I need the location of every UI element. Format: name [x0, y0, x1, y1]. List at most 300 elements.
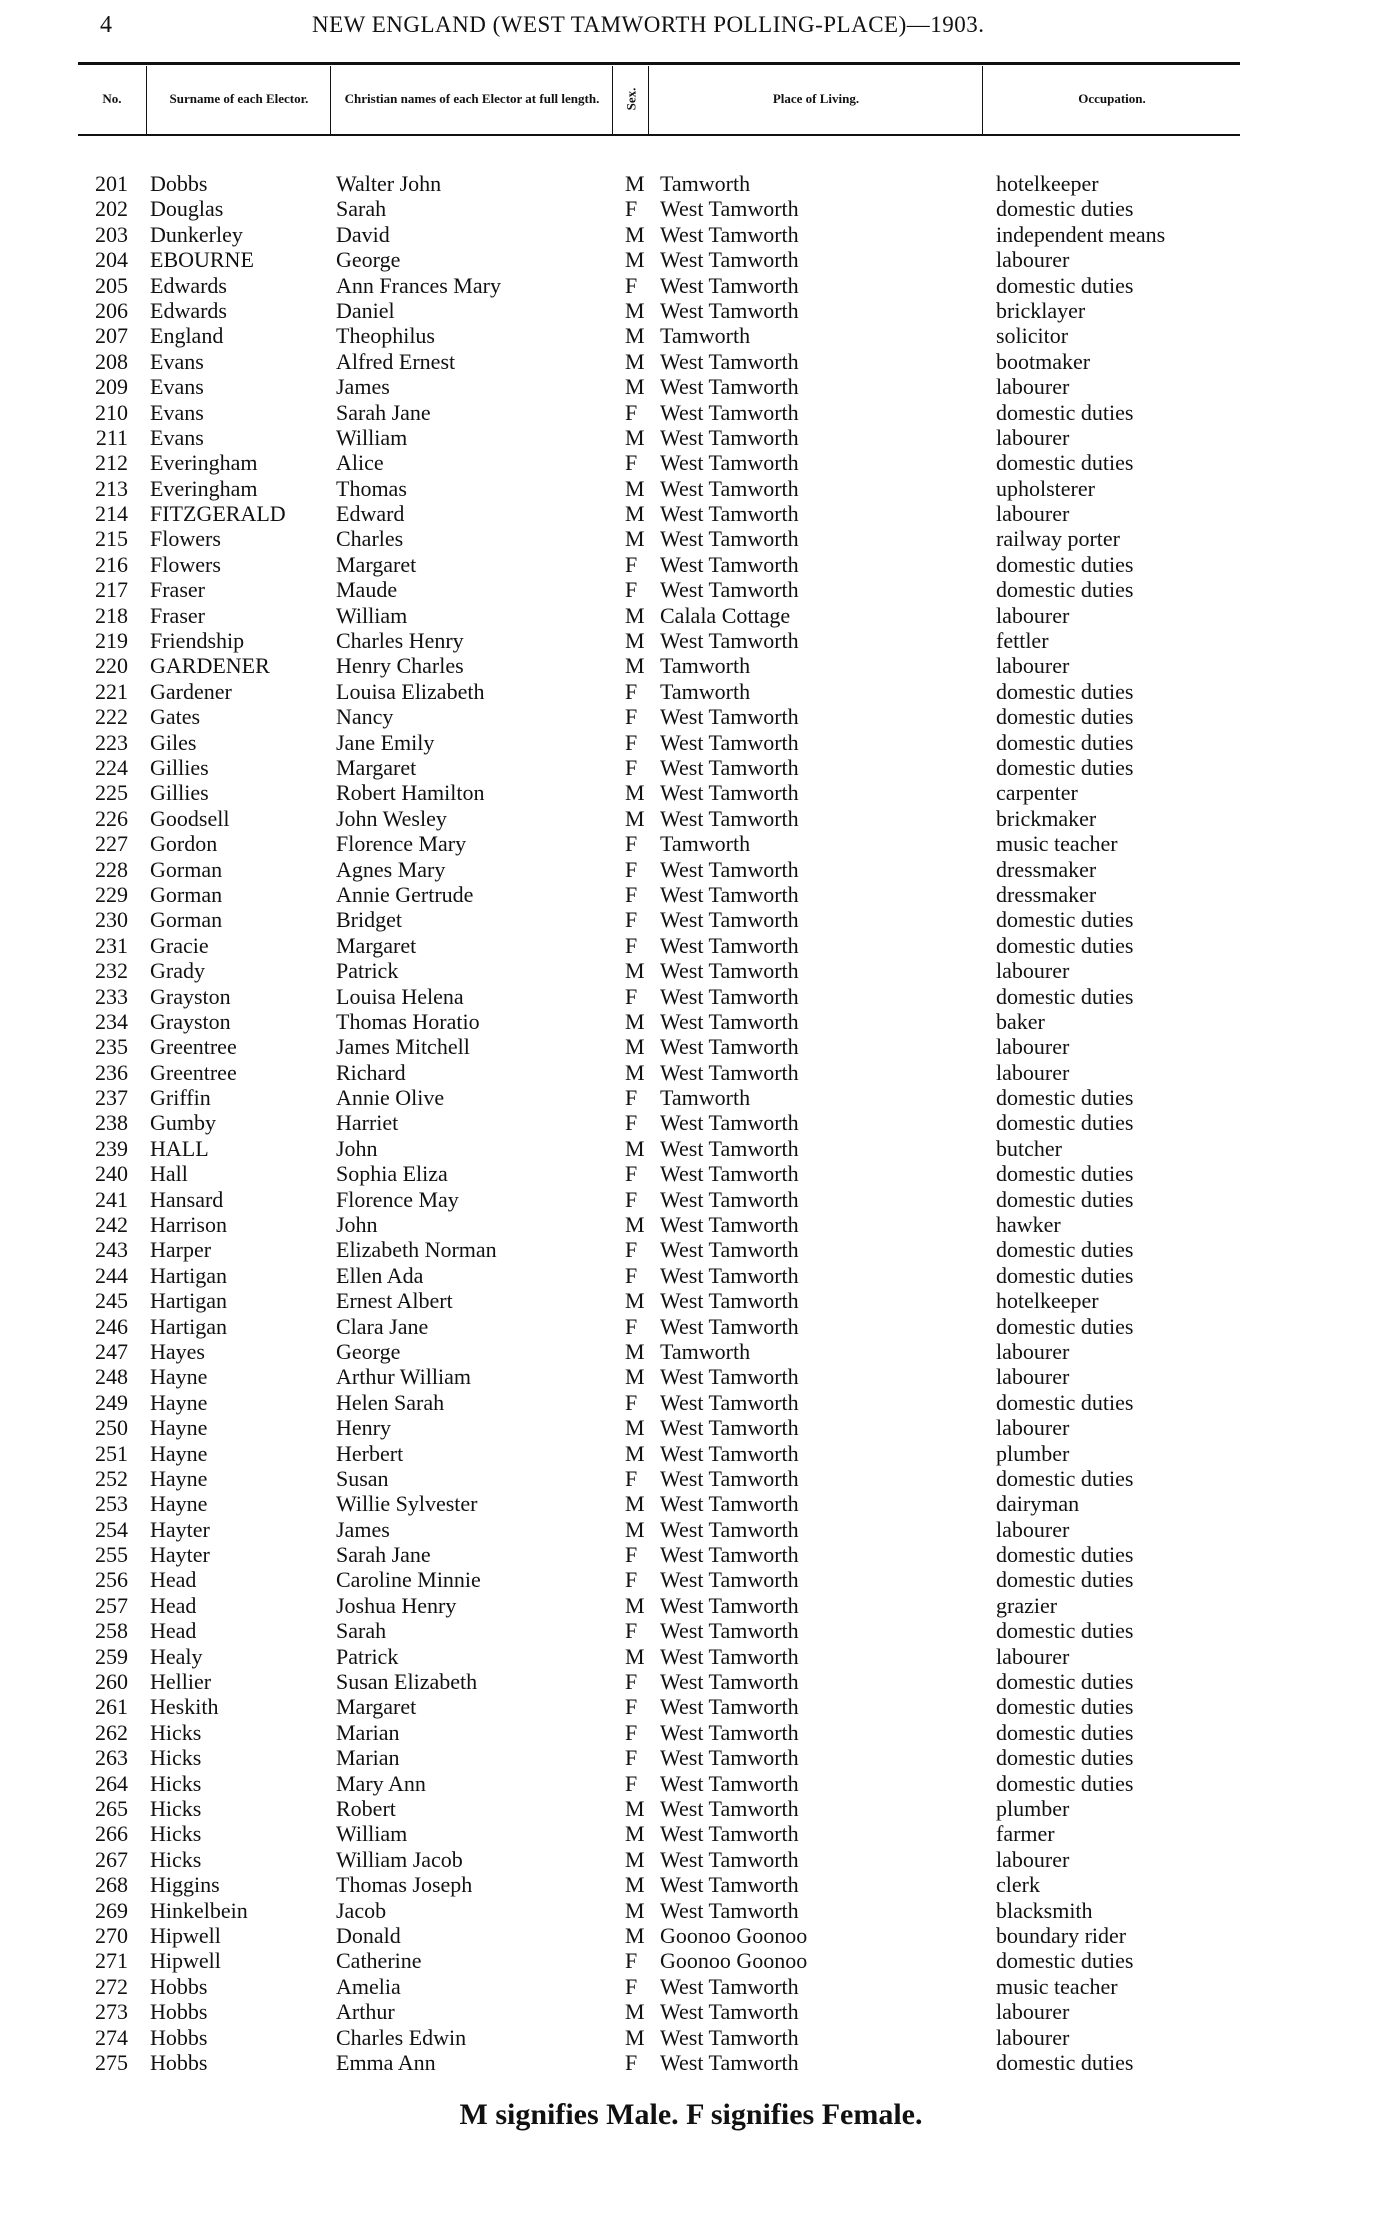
elector-occupation: domestic duties	[996, 399, 1134, 425]
elector-number: 261	[95, 1694, 128, 1720]
column-header-place: Place of Living.	[772, 91, 860, 106]
elector-occupation: music teacher	[996, 831, 1118, 857]
table-row	[0, 1821, 1382, 1846]
elector-sex: F	[625, 1389, 638, 1415]
elector-place-of-living: West Tamworth	[660, 1618, 799, 1644]
table-row	[0, 1720, 1382, 1745]
table-row	[0, 831, 1382, 856]
elector-christian-names: Maude	[336, 577, 398, 603]
elector-occupation: domestic duties	[996, 729, 1134, 755]
elector-sex: M	[625, 1415, 645, 1441]
elector-surname: Hayne	[150, 1465, 208, 1491]
elector-occupation: butcher	[996, 1135, 1062, 1161]
elector-surname: Hicks	[150, 1846, 202, 1872]
elector-occupation: carpenter	[996, 780, 1078, 806]
elector-occupation: domestic duties	[996, 1186, 1134, 1212]
page-number: 4	[100, 12, 113, 38]
table-row	[0, 1441, 1382, 1466]
elector-christian-names: Alfred Ernest	[336, 348, 456, 374]
table-row	[0, 628, 1382, 653]
elector-surname: Head	[150, 1618, 197, 1644]
elector-number: 275	[95, 2049, 128, 2075]
elector-surname: Grady	[150, 958, 205, 984]
elector-occupation: labourer	[996, 1415, 1070, 1441]
elector-surname: Hall	[150, 1161, 188, 1187]
table-row	[0, 653, 1382, 678]
elector-sex: F	[625, 1313, 638, 1339]
elector-sex: M	[625, 171, 645, 196]
elector-occupation: baker	[996, 1008, 1045, 1034]
elector-occupation: upholsterer	[996, 475, 1095, 501]
elector-occupation: labourer	[996, 247, 1070, 273]
elector-surname: Hicks	[150, 1719, 202, 1745]
elector-occupation: domestic duties	[996, 932, 1134, 958]
elector-number: 216	[95, 551, 128, 577]
table-row	[0, 780, 1382, 805]
elector-place-of-living: West Tamworth	[660, 856, 799, 882]
elector-number: 251	[95, 1440, 128, 1466]
elector-number: 213	[95, 475, 128, 501]
elector-surname: Hicks	[150, 1821, 202, 1847]
elector-occupation: dressmaker	[996, 856, 1097, 882]
elector-place-of-living: West Tamworth	[660, 1415, 799, 1441]
elector-number: 270	[95, 1922, 128, 1948]
elector-number: 232	[95, 958, 128, 984]
elector-occupation: domestic duties	[996, 1948, 1134, 1974]
elector-christian-names: James	[336, 374, 390, 400]
elector-place-of-living: West Tamworth	[660, 932, 799, 958]
table-row	[0, 806, 1382, 831]
elector-number: 264	[95, 1770, 128, 1796]
elector-place-of-living: West Tamworth	[660, 1643, 799, 1669]
elector-place-of-living: West Tamworth	[660, 729, 799, 755]
header-bottom-rule	[78, 134, 1240, 136]
elector-number: 263	[95, 1745, 128, 1771]
elector-place-of-living: Tamworth	[660, 323, 751, 349]
elector-number: 248	[95, 1364, 128, 1390]
elector-surname: Higgins	[150, 1872, 220, 1898]
elector-place-of-living: West Tamworth	[660, 1212, 799, 1238]
elector-occupation: domestic duties	[996, 1313, 1134, 1339]
elector-sex: M	[625, 424, 645, 450]
table-row	[0, 1517, 1382, 1542]
elector-christian-names: Charles	[336, 526, 404, 552]
table-row	[0, 933, 1382, 958]
table-row	[0, 679, 1382, 704]
elector-number: 240	[95, 1161, 128, 1187]
elector-place-of-living: West Tamworth	[660, 1465, 799, 1491]
elector-christian-names: Charles Henry	[336, 628, 464, 654]
elector-occupation: dressmaker	[996, 881, 1097, 907]
elector-surname: Flowers	[150, 551, 221, 577]
elector-number: 233	[95, 983, 128, 1009]
elector-surname: Hayter	[150, 1516, 210, 1542]
elector-place-of-living: West Tamworth	[660, 1770, 799, 1796]
table-row	[0, 1974, 1382, 1999]
elector-surname: Gumby	[150, 1110, 216, 1136]
elector-christian-names: Emma Ann	[336, 2049, 436, 2075]
elector-surname: Fraser	[150, 577, 205, 603]
elector-surname: Grayston	[150, 1008, 231, 1034]
elector-place-of-living: West Tamworth	[660, 1669, 799, 1695]
elector-sex: F	[625, 272, 638, 298]
elector-place-of-living: West Tamworth	[660, 221, 799, 247]
elector-place-of-living: West Tamworth	[660, 2024, 799, 2050]
elector-place-of-living: Tamworth	[660, 831, 751, 857]
elector-surname: Fraser	[150, 602, 205, 628]
table-row	[0, 1212, 1382, 1237]
elector-number: 201	[95, 171, 128, 196]
table-row	[0, 1796, 1382, 1821]
elector-number: 273	[95, 1999, 128, 2025]
elector-occupation: domestic duties	[996, 1262, 1134, 1288]
elector-christian-names: Ann Frances Mary	[336, 272, 501, 298]
elector-surname: EBOURNE	[150, 247, 254, 273]
table-row	[0, 1898, 1382, 1923]
elector-sex: M	[625, 1846, 645, 1872]
elector-occupation: domestic duties	[996, 577, 1134, 603]
elector-sex: M	[625, 526, 645, 552]
elector-sex: M	[625, 221, 645, 247]
elector-number: 260	[95, 1669, 128, 1695]
elector-sex: M	[625, 475, 645, 501]
table-row	[0, 755, 1382, 780]
elector-sex: F	[625, 881, 638, 907]
table-row	[0, 374, 1382, 399]
elector-christian-names: Nancy	[336, 704, 394, 730]
elector-number: 218	[95, 602, 128, 628]
elector-surname: Evans	[150, 399, 204, 425]
elector-sex: M	[625, 247, 645, 273]
elector-place-of-living: Tamworth	[660, 678, 751, 704]
table-row	[0, 1314, 1382, 1339]
elector-number: 266	[95, 1821, 128, 1847]
table-row	[0, 1110, 1382, 1135]
table-row	[0, 1644, 1382, 1669]
column-divider	[612, 66, 613, 134]
elector-place-of-living: West Tamworth	[660, 424, 799, 450]
elector-number: 245	[95, 1288, 128, 1314]
elector-occupation: bricklayer	[996, 297, 1086, 323]
elector-number: 243	[95, 1237, 128, 1263]
elector-place-of-living: West Tamworth	[660, 551, 799, 577]
elector-surname: Gorman	[150, 881, 223, 907]
elector-occupation: bootmaker	[996, 348, 1091, 374]
elector-christian-names: Helen Sarah	[336, 1389, 445, 1415]
elector-occupation: music teacher	[996, 1973, 1118, 1999]
elector-sex: M	[625, 628, 645, 654]
elector-christian-names: Sarah	[336, 1618, 387, 1644]
elector-christian-names: Henry	[336, 1415, 391, 1441]
elector-occupation: dairyman	[996, 1491, 1080, 1517]
elector-sex: M	[625, 1338, 645, 1364]
elector-christian-names: Margaret	[336, 1694, 417, 1720]
elector-surname: Hansard	[150, 1186, 224, 1212]
elector-surname: Hartigan	[150, 1288, 227, 1314]
elector-number: 257	[95, 1592, 128, 1618]
elector-christian-names: Jacob	[336, 1897, 387, 1923]
elector-christian-names: Richard	[336, 1059, 406, 1085]
elector-number: 227	[95, 831, 128, 857]
elector-surname: Douglas	[150, 196, 224, 222]
elector-surname: Harper	[150, 1237, 212, 1263]
elector-place-of-living: Tamworth	[660, 653, 751, 679]
elector-place-of-living: West Tamworth	[660, 1872, 799, 1898]
elector-sex: M	[625, 958, 645, 984]
elector-sex: F	[625, 831, 638, 857]
elector-christian-names: Bridget	[336, 907, 402, 933]
elector-place-of-living: West Tamworth	[660, 374, 799, 400]
elector-occupation: domestic duties	[996, 1161, 1134, 1187]
elector-christian-names: Susan	[336, 1465, 389, 1491]
elector-christian-names: Margaret	[336, 754, 417, 780]
elector-surname: Hayne	[150, 1364, 208, 1390]
header-top-rule	[78, 62, 1240, 65]
elector-place-of-living: West Tamworth	[660, 1186, 799, 1212]
elector-christian-names: Margaret	[336, 932, 417, 958]
elector-surname: Greentree	[150, 1034, 237, 1060]
elector-sex: M	[625, 501, 645, 527]
table-row	[0, 349, 1382, 374]
elector-christian-names: Thomas Joseph	[336, 1872, 473, 1898]
elector-sex: F	[625, 450, 638, 476]
elector-surname: Hobbs	[150, 1973, 208, 1999]
elector-christian-names: Arthur William	[336, 1364, 471, 1390]
elector-number: 234	[95, 1008, 128, 1034]
elector-surname: Gordon	[150, 831, 218, 857]
column-divider	[146, 66, 147, 134]
elector-occupation: domestic duties	[996, 1745, 1134, 1771]
table-row	[0, 1364, 1382, 1389]
elector-surname: Hipwell	[150, 1922, 221, 1948]
elector-occupation: domestic duties	[996, 678, 1134, 704]
elector-occupation: clerk	[996, 1872, 1040, 1898]
elector-occupation: domestic duties	[996, 1770, 1134, 1796]
elector-sex: F	[625, 729, 638, 755]
elector-sex: M	[625, 1059, 645, 1085]
elector-christian-names: Elizabeth Norman	[336, 1237, 497, 1263]
elector-christian-names: Florence Mary	[336, 831, 467, 857]
elector-number: 207	[95, 323, 128, 349]
elector-surname: Hayne	[150, 1491, 208, 1517]
table-row	[0, 1847, 1382, 1872]
elector-christian-names: Robert Hamilton	[336, 780, 485, 806]
elector-number: 206	[95, 297, 128, 323]
elector-christian-names: Amelia	[336, 1973, 401, 1999]
elector-number: 238	[95, 1110, 128, 1136]
elector-number: 226	[95, 805, 128, 831]
table-row	[0, 222, 1382, 247]
elector-occupation: hawker	[996, 1212, 1061, 1238]
elector-number: 256	[95, 1567, 128, 1593]
elector-occupation: grazier	[996, 1592, 1058, 1618]
elector-number: 258	[95, 1618, 128, 1644]
elector-christian-names: Marian	[336, 1745, 400, 1771]
table-row	[0, 1745, 1382, 1770]
elector-number: 228	[95, 856, 128, 882]
elector-place-of-living: West Tamworth	[660, 526, 799, 552]
table-row	[0, 1034, 1382, 1059]
elector-sex: M	[625, 1516, 645, 1542]
table-row	[0, 1187, 1382, 1212]
elector-surname: Evans	[150, 348, 204, 374]
elector-place-of-living: West Tamworth	[660, 1110, 799, 1136]
elector-place-of-living: West Tamworth	[660, 247, 799, 273]
elector-surname: Heskith	[150, 1694, 219, 1720]
elector-sex: M	[625, 374, 645, 400]
column-header-sex	[614, 66, 648, 132]
elector-place-of-living: West Tamworth	[660, 1516, 799, 1542]
elector-number: 244	[95, 1262, 128, 1288]
elector-surname: Everingham	[150, 475, 258, 501]
elector-place-of-living: West Tamworth	[660, 1288, 799, 1314]
elector-place-of-living: West Tamworth	[660, 1719, 799, 1745]
table-row	[0, 1085, 1382, 1110]
elector-occupation: labourer	[996, 653, 1070, 679]
elector-occupation: plumber	[996, 1796, 1070, 1821]
elector-christian-names: Donald	[336, 1922, 401, 1948]
elector-occupation: labourer	[996, 2024, 1070, 2050]
elector-sex: M	[625, 1922, 645, 1948]
table-row	[0, 1948, 1382, 1973]
elector-occupation: labourer	[996, 1364, 1070, 1390]
elector-surname: FITZGERALD	[150, 501, 286, 527]
elector-place-of-living: West Tamworth	[660, 348, 799, 374]
elector-christian-names: Herbert	[336, 1440, 404, 1466]
elector-place-of-living: West Tamworth	[660, 1897, 799, 1923]
elector-christian-names: John Wesley	[336, 805, 447, 831]
elector-number: 246	[95, 1313, 128, 1339]
table-row	[0, 1390, 1382, 1415]
elector-sex: M	[625, 1034, 645, 1060]
elector-surname: Hinkelbein	[150, 1897, 248, 1923]
elector-number: 242	[95, 1212, 128, 1238]
elector-christian-names: Alice	[336, 450, 384, 476]
elector-christian-names: Marian	[336, 1719, 400, 1745]
elector-place-of-living: West Tamworth	[660, 1008, 799, 1034]
elector-surname: Hobbs	[150, 2024, 208, 2050]
elector-sex: M	[625, 1440, 645, 1466]
elector-sex: M	[625, 1897, 645, 1923]
elector-number: 208	[95, 348, 128, 374]
elector-number: 217	[95, 577, 128, 603]
table-row	[0, 400, 1382, 425]
elector-occupation: labourer	[996, 1034, 1070, 1060]
elector-number: 203	[95, 221, 128, 247]
table-row	[0, 1618, 1382, 1643]
elector-christian-names: Louisa Elizabeth	[336, 678, 485, 704]
elector-occupation: domestic duties	[996, 2049, 1134, 2075]
elector-occupation: domestic duties	[996, 1719, 1134, 1745]
elector-number: 210	[95, 399, 128, 425]
elector-number: 239	[95, 1135, 128, 1161]
elector-christian-names: Harriet	[336, 1110, 399, 1136]
elector-surname: Friendship	[150, 628, 245, 654]
elector-place-of-living: West Tamworth	[660, 780, 799, 806]
elector-sex: M	[625, 602, 645, 628]
elector-number: 229	[95, 881, 128, 907]
elector-occupation: labourer	[996, 1643, 1070, 1669]
elector-surname: Everingham	[150, 450, 258, 476]
elector-sex: M	[625, 1364, 645, 1390]
elector-surname: Gardener	[150, 678, 232, 704]
elector-occupation: boundary rider	[996, 1922, 1127, 1948]
elector-christian-names: Agnes Mary	[336, 856, 446, 882]
elector-surname: Giles	[150, 729, 197, 755]
elector-occupation: domestic duties	[996, 983, 1134, 1009]
elector-sex: F	[625, 932, 638, 958]
elector-occupation: labourer	[996, 602, 1070, 628]
elector-place-of-living: West Tamworth	[660, 1059, 799, 1085]
elector-place-of-living: Tamworth	[660, 171, 751, 196]
table-row	[0, 1237, 1382, 1262]
elector-christian-names: Willie Sylvester	[336, 1491, 478, 1517]
elector-number: 250	[95, 1415, 128, 1441]
elector-christian-names: Patrick	[336, 1643, 399, 1669]
elector-christian-names: Ernest Albert	[336, 1288, 453, 1314]
elector-place-of-living: Goonoo Goonoo	[660, 1922, 808, 1948]
column-header-occupation: Occupation.	[1078, 91, 1146, 106]
elector-occupation: labourer	[996, 374, 1070, 400]
elector-sex: F	[625, 907, 638, 933]
elector-place-of-living: West Tamworth	[660, 1821, 799, 1847]
elector-number: 241	[95, 1186, 128, 1212]
elector-place-of-living: West Tamworth	[660, 1364, 799, 1390]
sex-legend-footer: M signifies Male. F signifies Female.	[459, 2098, 923, 2131]
elector-surname: Hicks	[150, 1745, 202, 1771]
elector-christian-names: James Mitchell	[336, 1034, 470, 1060]
elector-sex: M	[625, 805, 645, 831]
elector-place-of-living: West Tamworth	[660, 1694, 799, 1720]
elector-number: 271	[95, 1948, 128, 1974]
elector-occupation: domestic duties	[996, 196, 1134, 222]
elector-occupation: labourer	[996, 424, 1070, 450]
elector-sex: F	[625, 1948, 638, 1974]
elector-sex: M	[625, 1592, 645, 1618]
elector-number: 225	[95, 780, 128, 806]
table-row	[0, 1567, 1382, 1592]
elector-place-of-living: West Tamworth	[660, 1796, 799, 1821]
elector-surname: Hayne	[150, 1389, 208, 1415]
elector-occupation: domestic duties	[996, 1542, 1134, 1568]
elector-sex: F	[625, 1085, 638, 1111]
table-row	[0, 1060, 1382, 1085]
elector-sex: F	[625, 1770, 638, 1796]
elector-number: 222	[95, 704, 128, 730]
elector-number: 209	[95, 374, 128, 400]
elector-surname: Hartigan	[150, 1262, 227, 1288]
table-row	[0, 298, 1382, 323]
table-row	[0, 2050, 1382, 2075]
elector-occupation: domestic duties	[996, 754, 1134, 780]
elector-surname: Gillies	[150, 780, 209, 806]
elector-number: 235	[95, 1034, 128, 1060]
table-row	[0, 1466, 1382, 1491]
table-row	[0, 1593, 1382, 1618]
elector-christian-names: Thomas Horatio	[336, 1008, 480, 1034]
elector-number: 254	[95, 1516, 128, 1542]
column-header-christian-names: Christian names of each Elector at full length.	[344, 91, 600, 106]
column-header-surname: Surname of each Elector.	[169, 91, 309, 106]
elector-sex: M	[625, 297, 645, 323]
elector-place-of-living: West Tamworth	[660, 1999, 799, 2025]
table-row	[0, 1923, 1382, 1948]
elector-place-of-living: West Tamworth	[660, 983, 799, 1009]
elector-sex: F	[625, 1719, 638, 1745]
elector-place-of-living: West Tamworth	[660, 1440, 799, 1466]
elector-christian-names: Mary Ann	[336, 1770, 426, 1796]
elector-sex: M	[625, 1135, 645, 1161]
